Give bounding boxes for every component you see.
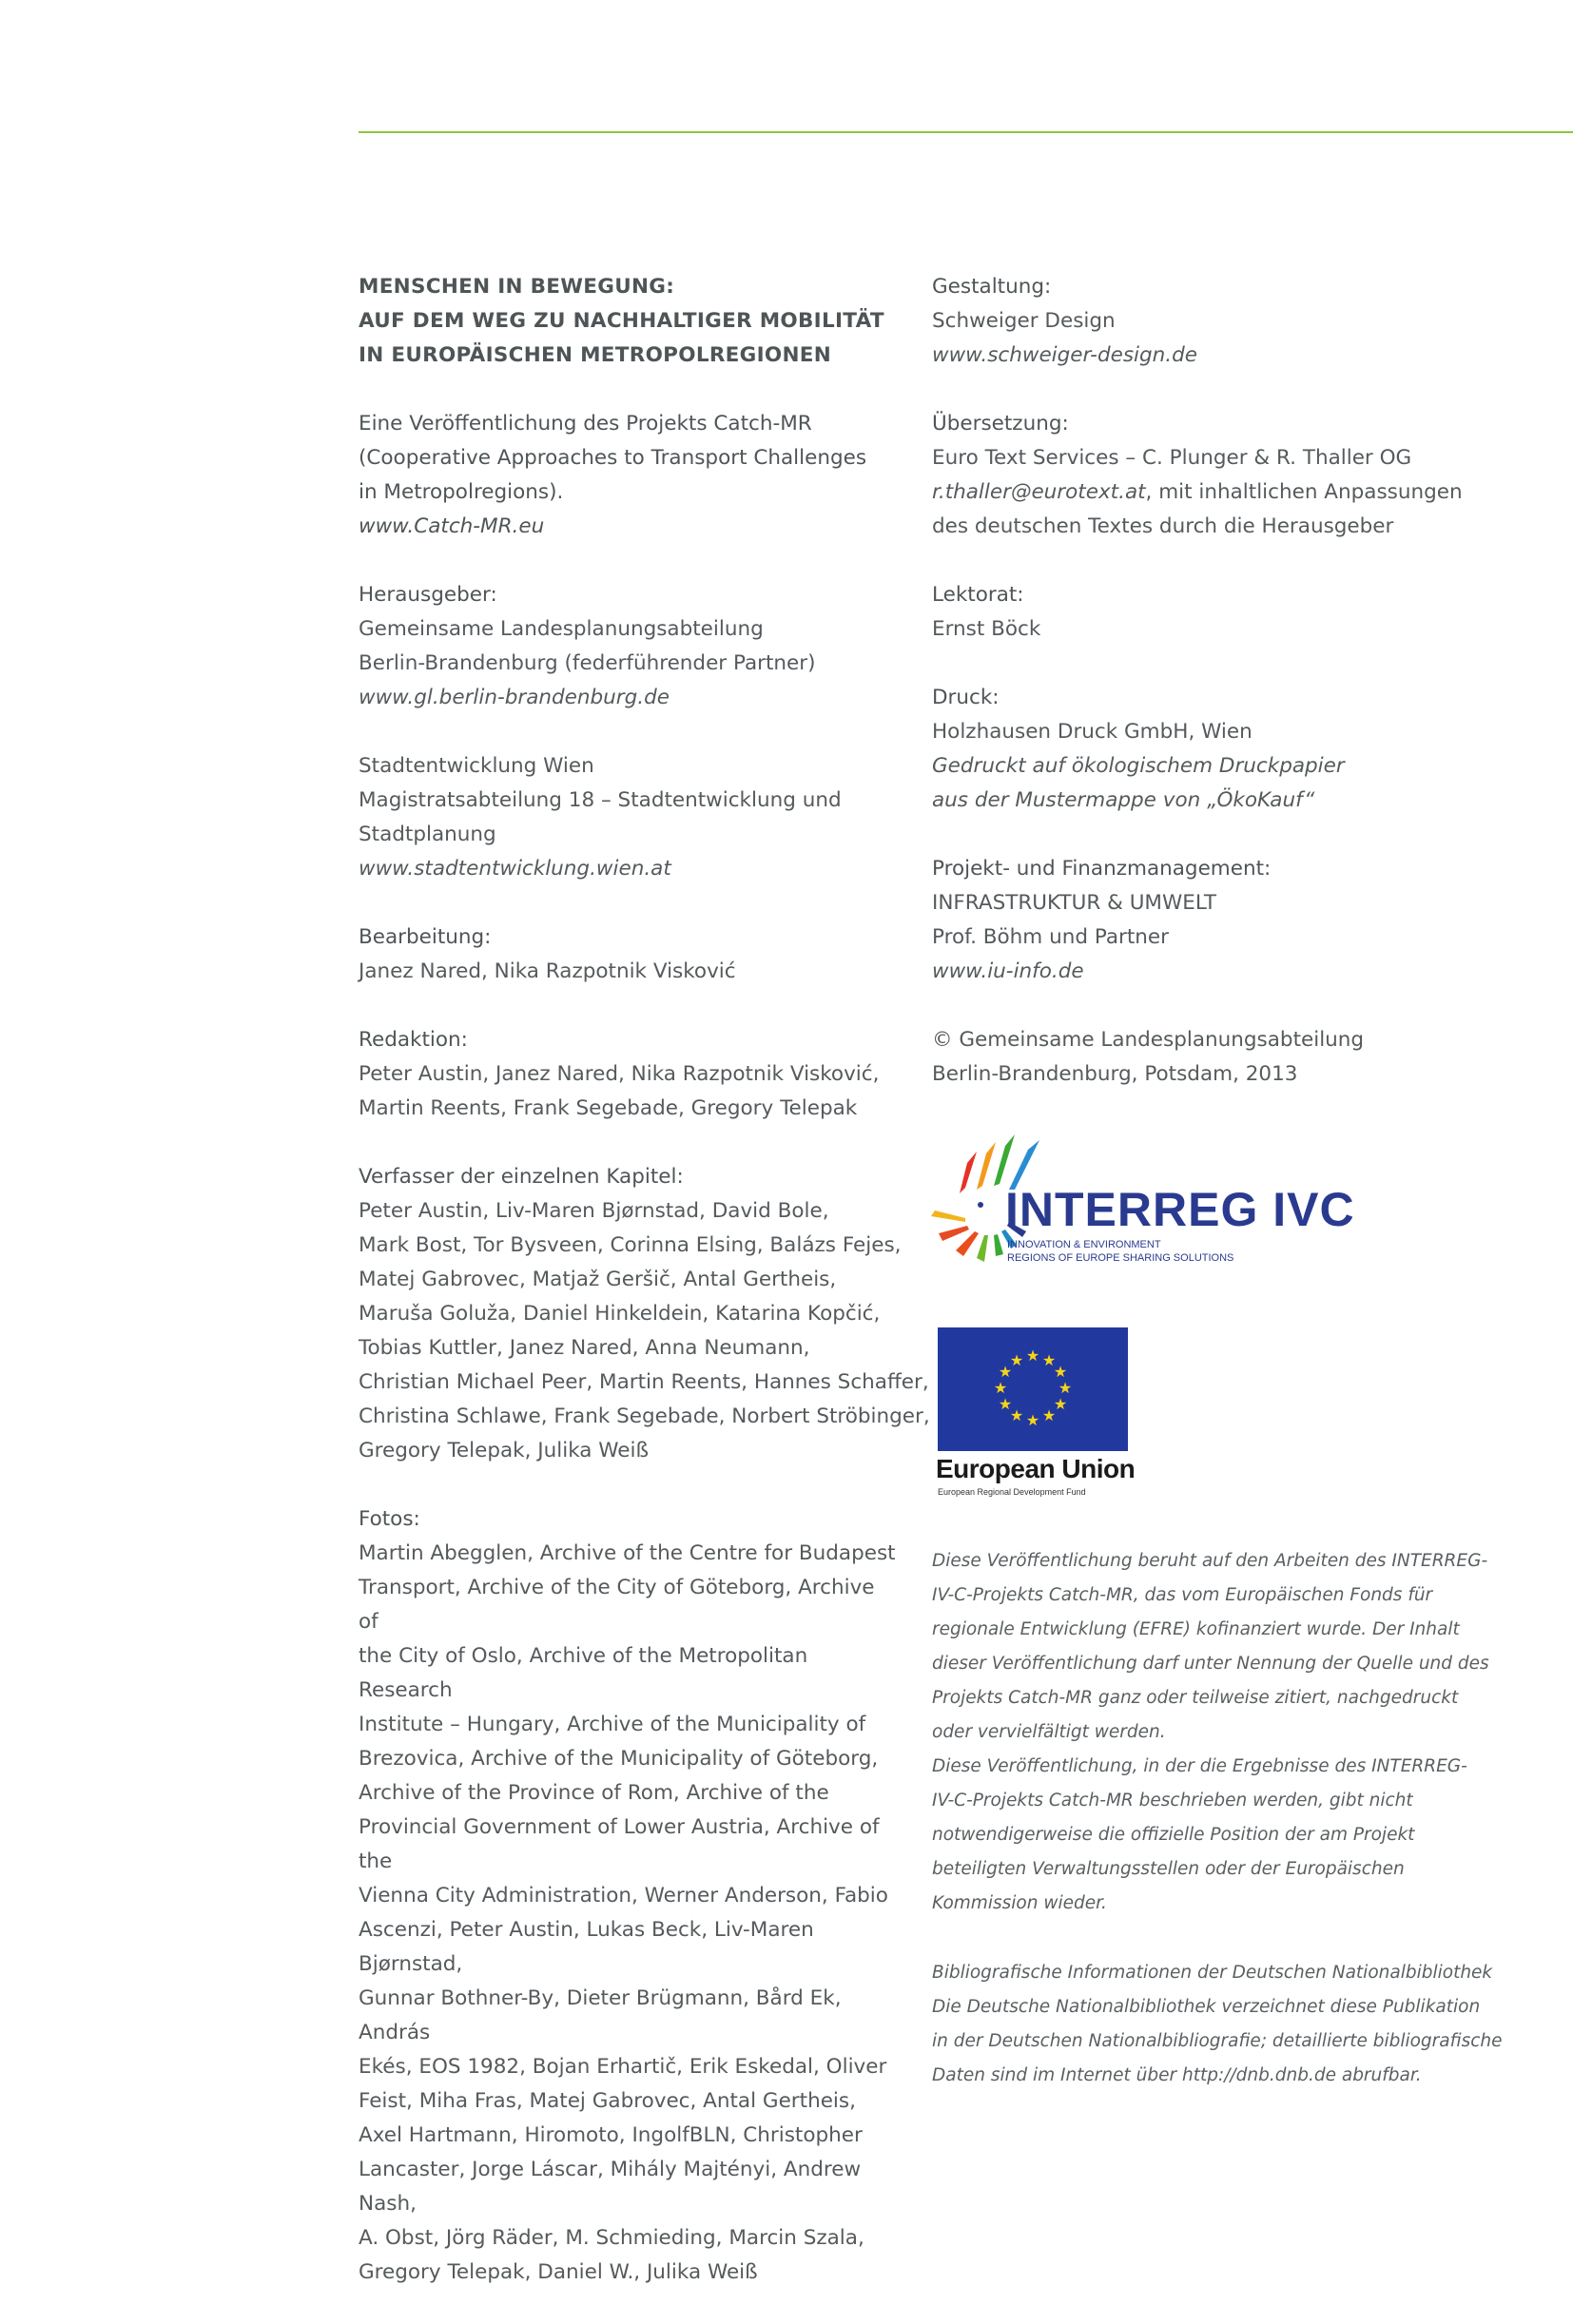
title-line: MENSCHEN IN BEWEGUNG: [359,275,675,299]
redaktion-line: Peter Austin, Janez Nared, Nika Razpotnik Visković, [359,1062,880,1086]
publication-title [359,270,901,373]
star-icon: ★ [1009,1351,1024,1369]
disclaimer-line: Diese Veröffentlichung, in der die Ergebnisse des INTERREG- [932,1756,1467,1776]
disclaimer-line: regionale Entwicklung (EFRE) kofinanziert wurde. Der Inhalt [932,1619,1460,1639]
title-line: IN EUROPÄISCHEN METROPOLREGIONEN [359,343,832,367]
verfasser-line: Mark Bost, Tor Bysveen, Corinna Elsing, Balázs Fejes, [359,1233,902,1257]
druck-name: Holzhausen Druck GmbH, Wien [932,720,1253,744]
projekt-section [932,852,1522,989]
fotos-line: Vienna City Administration, Werner Anderson, Fabio [359,1884,888,1908]
catch-mr-link[interactable]: www.Catch-MR.eu [359,514,545,538]
fotos-line: Institute – Hungary, Archive of the Municipality of [359,1713,866,1736]
uebersetzung-text: , mit inhaltlichen Anpassungen [1145,480,1463,504]
druck-heading: Druck: [932,686,1000,709]
disclaimer-line: Diese Veröffentlichung beruht auf den Arbeiten des INTERREG- [932,1551,1488,1571]
star-icon: ★ [1058,1379,1073,1397]
eu-title: European Union [936,1454,1136,1483]
fotos-line: Feist, Miha Fras, Matej Gabrovec, Antal Gertheis, [359,2089,856,2113]
interreg-title: INTERREG IVC [1005,1183,1355,1236]
star-icon: ★ [1009,1406,1024,1424]
disclaimer-line: IV-C-Projekts Catch-MR, das vom Europäischen Fonds für [932,1585,1433,1605]
lektorat-name: Ernst Böck [932,617,1041,641]
stadtentwicklung-wien-link[interactable]: www.stadtentwicklung.wien.at [359,857,671,881]
star-icon: ★ [1041,1406,1057,1424]
gestaltung-name: Schweiger Design [932,309,1116,333]
disclaimer-line: Projekts Catch-MR ganz oder teilweise zitiert, nachgedruckt [932,1688,1459,1708]
eu-flag [938,1327,1128,1451]
schweiger-design-link[interactable]: www.schweiger-design.de [932,343,1197,367]
biblio-line: Bibliografische Informationen der Deutschen Nationalbibliothek [932,1963,1493,1983]
eu-logo [934,1327,1134,1508]
fotos-section [359,1502,901,2290]
star-icon: ★ [1041,1351,1057,1369]
fotos-line: Ekés, EOS 1982, Bojan Erhartič, Erik Eskedal, Oliver [359,2055,887,2079]
interreg-subtitle: REGIONS OF EUROPE SHARING SOLUTIONS [1007,1252,1234,1264]
projekt-line: INFRASTRUKTUR & UMWELT [932,891,1216,915]
fotos-line: Gregory Telepak, Daniel W., Julika Weiß [359,2260,758,2284]
star-icon: ★ [1025,1346,1040,1365]
herausgeber-line: Stadtplanung [359,823,496,846]
druck-note: aus der Mustermappe von „ÖkoKauf“ [932,788,1315,812]
star-icon: ★ [1053,1395,1068,1413]
star-icon: ★ [993,1379,1008,1397]
fotos-line: Provincial Government of Lower Austria, Archive of the [359,1815,880,1873]
copyright-section [932,1023,1522,1092]
star-icon: ★ [1053,1363,1068,1381]
copyright-line: © Gemeinsame Landesplanungsabteilung [932,1028,1365,1052]
uebersetzung-heading: Übersetzung: [932,412,1069,436]
fotos-line: Transport, Archive of the City of Göteborg, Archive of [359,1576,875,1634]
gl-berlin-link[interactable]: www.gl.berlin-brandenburg.de [359,686,670,709]
fotos-line: A. Obst, Jörg Räder, M. Schmieding, Marcin Szala, [359,2226,864,2250]
herausgeber-line: Stadtentwicklung Wien [359,754,594,778]
interreg-ivc-logo [927,1127,1365,1279]
biblio-line: Daten sind im Internet über http://dnb.dnb.de abrufbar. [932,2065,1422,2085]
verfasser-line: Tobias Kuttler, Janez Nared, Anna Neumann, [359,1336,810,1360]
bibliographic-info [932,1956,1503,2093]
bearbeitung-names: Janez Nared, Nika Razpotnik Visković [359,959,736,983]
projekt-line: Prof. Böhm und Partner [932,925,1169,949]
uebersetzung-line: Euro Text Services – C. Plunger & R. Thaller OG [932,446,1412,470]
verfasser-line: Christian Michael Peer, Martin Reents, Hannes Schaffer, [359,1370,929,1394]
publication-line: in Metropolregions). [359,480,564,504]
publication-info [359,407,901,544]
publication-line: (Cooperative Approaches to Transport Challenges [359,446,867,470]
herausgeber-heading: Herausgeber: [359,583,497,607]
disclaimer-line: oder vervielfältigt werden. [932,1722,1166,1742]
herausgeber-line: Magistratsabteilung 18 – Stadtentwicklung und [359,788,842,812]
herausgeber-line: Gemeinsame Landesplanungsabteilung [359,617,764,641]
title-line: AUF DEM WEG ZU NACHHALTIGER MOBILITÄT [359,309,884,333]
iu-info-link[interactable]: www.iu-info.de [932,959,1084,983]
bearbeitung-section [359,920,901,989]
left-column [359,270,930,2324]
eu-stars [938,1327,1128,1451]
herausgeber-section [359,578,901,715]
projekt-heading: Projekt- und Finanzmanagement: [932,857,1272,881]
top-green-rule [359,131,1573,133]
biblio-line: in der Deutschen Nationalbibliografie; detaillierte bibliografische [932,2031,1503,2051]
herausgeber-line: Berlin-Brandenburg (federführender Partner) [359,651,816,675]
verfasser-line: Peter Austin, Liv-Maren Bjørnstad, David Bole, [359,1199,829,1223]
verfasser-line: Matej Gabrovec, Matjaž Geršič, Antal Gertheis, [359,1268,837,1291]
verfasser-heading: Verfasser der einzelnen Kapitel: [359,1165,684,1189]
fotos-line: Archive of the Province of Rom, Archive of the [359,1781,829,1805]
verfasser-line: Christina Schlawe, Frank Segebade, Norbert Ströbinger, [359,1404,930,1428]
disclaimer-line: beteiligten Verwaltungsstellen oder der Europäischen [932,1859,1405,1879]
fotos-line: Axel Hartmann, Hiromoto, IngolfBLN, Christopher [359,2123,863,2147]
redaktion-heading: Redaktion: [359,1028,468,1052]
translator-email-link[interactable]: r.thaller@eurotext.at [932,480,1146,504]
druck-note: Gedruckt auf ökologischem Druckpapier [932,754,1345,778]
uebersetzung-line: des deutschen Textes durch die Herausgeber [932,514,1394,538]
biblio-line: Die Deutsche Nationalbibliothek verzeichnet diese Publikation [932,1997,1481,2017]
star-icon: ★ [998,1395,1013,1413]
fotos-line: Brezovica, Archive of the Municipality of Göteborg, [359,1747,879,1771]
gestaltung-heading: Gestaltung: [932,275,1052,299]
uebersetzung-line [932,475,1522,510]
gestaltung-section [932,270,1522,373]
herausgeber-wien-section [359,749,901,886]
redaktion-section [359,1023,901,1126]
druck-section [932,681,1522,818]
lektorat-section [932,578,1522,647]
redaktion-line: Martin Reents, Frank Segebade, Gregory Telepak [359,1096,858,1120]
lektorat-heading: Lektorat: [932,583,1024,607]
fotos-heading: Fotos: [359,1507,420,1531]
copyright-line: Berlin-Brandenburg, Potsdam, 2013 [932,1062,1298,1086]
disclaimer-line: dieser Veröffentlichung darf unter Nennung der Quelle und des [932,1654,1489,1674]
disclaimer-line: IV-C-Projekts Catch-MR beschrieben werden, gibt nicht [932,1791,1413,1811]
publication-line: Eine Veröffentlichung des Projekts Catch-MR [359,412,812,436]
verfasser-line: Gregory Telepak, Julika Weiß [359,1439,650,1462]
disclaimer-line: notwendigerweise die offizielle Position der am Projekt [932,1825,1415,1845]
fotos-line: Lancaster, Jorge Láscar, Mihály Majtényi, Andrew Nash, [359,2158,862,2216]
uebersetzung-section [932,407,1522,544]
bearbeitung-heading: Bearbeitung: [359,925,492,949]
interreg-subtitle: INNOVATION & ENVIRONMENT [1007,1239,1161,1250]
fotos-line: Ascenzi, Peter Austin, Lukas Beck, Liv-Maren Bjørnstad, [359,1918,814,1976]
disclaimer-text [932,1544,1489,1921]
right-column [932,270,1522,1126]
fotos-line: Gunnar Bothner-By, Dieter Brügmann, Bård Ek, András [359,1986,842,2044]
star-icon: ★ [998,1363,1013,1381]
eu-subtitle: European Regional Development Fund [938,1487,1086,1497]
fotos-line: the City of Oslo, Archive of the Metropolitan Research [359,1644,808,1702]
star-icon: ★ [1025,1411,1040,1429]
verfasser-section [359,1160,930,1468]
verfasser-line: Maruša Goluža, Daniel Hinkeldein, Katarina Kopčić, [359,1302,881,1326]
disclaimer-line: Kommission wieder. [932,1893,1107,1913]
fotos-line: Martin Abegglen, Archive of the Centre for Budapest [359,1541,896,1565]
